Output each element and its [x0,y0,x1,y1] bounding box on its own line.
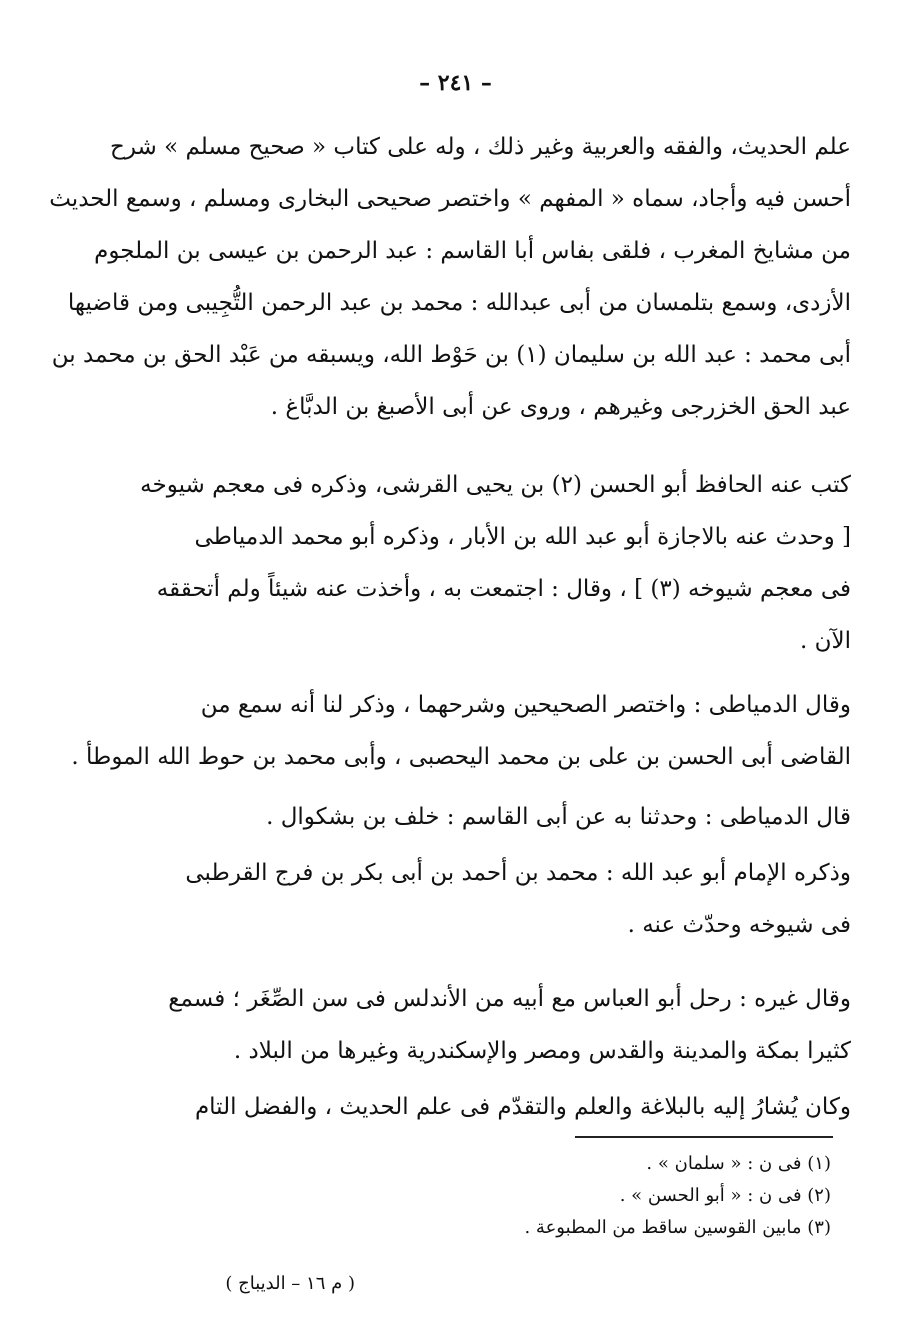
footnote: (٣) مابين القوسين ساقط من المطبوعة . [524,1217,831,1238]
text-line: كتب عنه الحافظ أبو الحسن (٢) بن يحيى القرشى، وذكره فى معجم شيوخه [140,472,851,498]
text-line: فى شيوخه وحدّث عنه . [627,912,851,938]
text-line: وقال الدمياطى : واختصر الصحيحين وشرحهما ، وذكر لنا أنه سمع من [200,692,851,718]
text-line: عبد الحق الخزرجى وغيرهم ، وروى عن أبى الأصبغ بن الدبَّاغ . [270,394,851,420]
text-line: فى معجم شيوخه (٣) ] ، وقال : اجتمعت به ، وأخذت عنه شيئاً ولم أتحققه [156,576,851,602]
text-line: قال الدمياطى : وحدثنا به عن أبى القاسم : خلف بن بشكوال . [266,804,851,830]
text-line: [ وحدث عنه بالاجازة أبو عبد الله بن الأبار ، وذكره أبو محمد الدمياطى [194,524,851,550]
text-line: وذكره الإمام أبو عبد الله : محمد بن أحمد بن أبى بكر بن فرج القرطبى [185,860,851,886]
page-number: – ٢٤١ – [419,70,492,96]
text-line: علم الحديث، والفقه والعربية وغير ذلك ، وله على كتاب « صحيح مسلم » شرح [110,134,851,160]
footnote: (١) فى ن : « سلمان » . [646,1153,831,1174]
text-line: القاضى أبى الحسن بن على بن محمد اليحصبى ، وأبى محمد بن حوط الله الموطأ . [71,744,851,770]
footnote-divider [575,1136,833,1138]
text-line: وقال غيره : رحل أبو العباس مع أبيه من الأندلس فى سن الصِّغَر ؛ فسمع [168,986,851,1012]
text-line: الأزدى، وسمع بتلمسان من أبى عبدالله : محمد بن عبد الرحمن التُّجِيبى ومن قاضيها [67,290,851,316]
text-line: أحسن فيه وأجاد، سماه « المفهم » واختصر صحيحى البخارى ومسلم ، وسمع الحديث [49,186,851,212]
text-line: من مشايخ المغرب ، فلقى بفاس أبا القاسم : عبد الرحمن بن عيسى بن الملجوم [94,238,851,264]
footnote: (٢) فى ن : « أبو الحسن » . [619,1185,831,1206]
text-line: كثيرا بمكة والمدينة والقدس ومصر والإسكندرية وغيرها من البلاد . [233,1038,851,1064]
text-line: الآن . [799,628,851,654]
text-line: وكان يُشارُ إليه بالبلاغة والعلم والتقدّم فى علم الحديث ، والفضل التام [194,1094,851,1120]
printer-signature: ( م ١٦ – الديباج ) [225,1273,355,1294]
text-line: أبى محمد : عبد الله بن سليمان (١) بن حَوْط الله، ويسبقه من عَبْد الحق بن محمد بن [51,342,851,368]
